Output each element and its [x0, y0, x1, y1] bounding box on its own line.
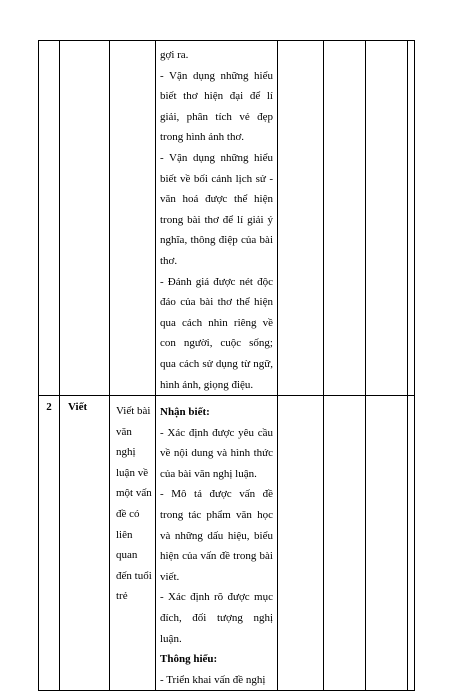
requirement-text: - Xác định rõ được mục đích, đối tượng nghị luận. — [160, 591, 273, 645]
level-heading: Thông hiểu: — [160, 653, 218, 666]
empty-cell — [366, 41, 408, 396]
unit-cell — [110, 41, 156, 396]
empty-cell — [324, 41, 366, 396]
requirement-text: - Vận dụng những hiểu biết về bối cảnh lịch sử - văn hoá được thể hiện trong bài thơ để lí giải ý nghĩa, thông điệp của bài thơ. — [160, 151, 273, 267]
specification-table — [38, 40, 415, 691]
number-cell — [39, 41, 60, 396]
skill-cell — [60, 396, 110, 691]
requirements-cell — [156, 396, 278, 691]
requirement-text: - Xác định được yêu cầu về nội dung và hình thức của bài văn nghị luận. — [160, 426, 273, 480]
unit-text: Viết bài văn nghị luận về một vấn đề có liên quan đến tuổi trẻ — [116, 405, 152, 603]
skill-cell — [60, 41, 110, 396]
requirement-text: - Đánh giá được nét độc đáo của bài thơ thể hiện qua cách nhìn riêng về con người, cuộc sống; qua cách sử dụng từ ngữ, hình ảnh, giọng điệu. — [160, 275, 273, 391]
requirement-text: - Mô tả được vấn đề trong tác phẩm văn học và những dấu hiệu, biểu hiện của vấn đề trong bài viết. — [160, 488, 273, 583]
requirements-cell — [156, 41, 278, 396]
number-cell — [39, 396, 60, 691]
empty-cell — [408, 396, 415, 691]
skill-label: Viết — [68, 401, 88, 414]
level-heading: Nhận biết: — [160, 406, 210, 419]
requirement-text: - Triển khai vấn đề nghị — [160, 673, 266, 686]
empty-cell — [278, 41, 324, 396]
unit-cell — [110, 396, 156, 691]
requirement-text: - Vận dụng những hiểu biết thơ hiện đại để lí giải, phân tích vẻ đẹp trong hình ảnh thơ. — [160, 69, 273, 144]
empty-cell — [408, 41, 415, 396]
table-row — [39, 396, 415, 691]
empty-cell — [324, 396, 366, 691]
table-row — [39, 41, 415, 396]
row-number: 2 — [46, 401, 52, 414]
empty-cell — [366, 396, 408, 691]
empty-cell — [278, 396, 324, 691]
requirement-text: gợi ra. — [160, 49, 189, 61]
